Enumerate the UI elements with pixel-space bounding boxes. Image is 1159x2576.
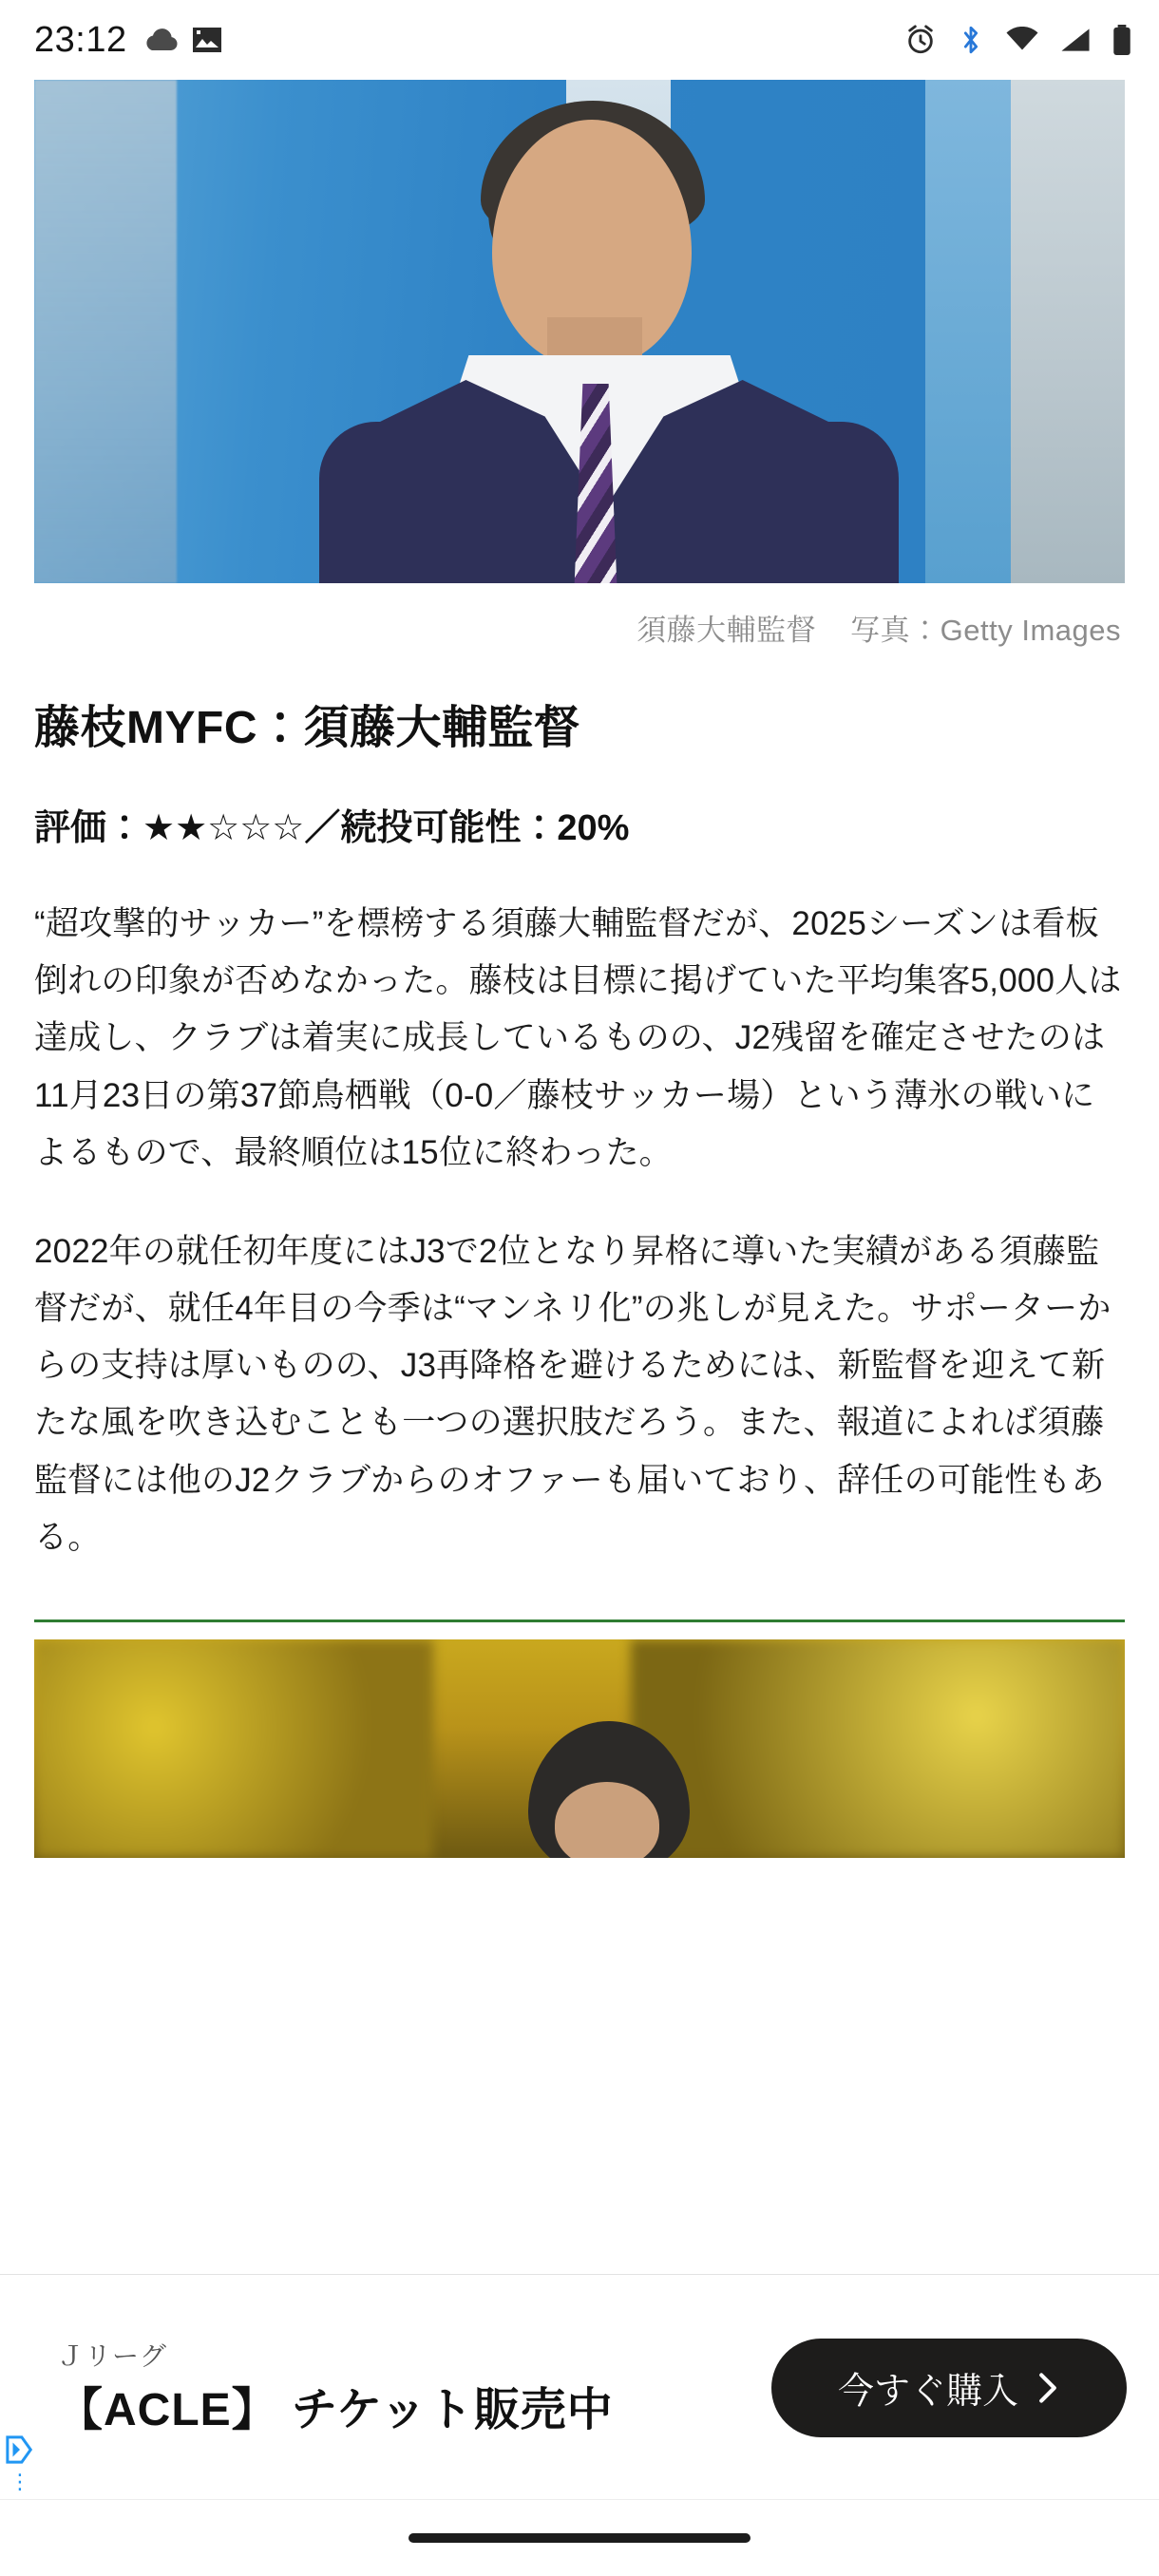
ad-cta-label: 今すぐ購入 <box>837 2372 1018 2412</box>
status-bar-right <box>904 24 1132 56</box>
ad-banner[interactable] <box>0 2274 1159 2500</box>
home-gesture-pill[interactable] <box>408 2533 750 2543</box>
status-clock: 23:12 <box>34 19 127 60</box>
signal-icon <box>1060 27 1091 53</box>
article-rating-line: 評価：★★☆☆☆／続投可能性：20% <box>34 807 630 848</box>
status-bar-left <box>34 20 224 61</box>
article-paragraph-2: 2022年の就任初年度にはJ3で2位となり昇格に導いた実績がある須藤監督だが、就任4年目の今季は“マンネリ化”の兆しが見えた。サポーターからの支持は厚いものの、J3再降格を避けるためには、新監督を迎えて新たな風を吹き込むことも一つの選択肢だろう。また、報道によれば須藤監督には他のJ2クラブからのオファーも届いており、辞任の可能性もある。 <box>34 1232 1112 1556</box>
hero-caption-subject: 須藤大輔監督 <box>636 614 817 647</box>
hero-image-coach-portrait <box>34 80 1125 583</box>
alarm-icon <box>904 24 937 56</box>
ad-choices-icon <box>6 2434 34 2466</box>
next-section-image <box>34 1639 1125 1858</box>
status-notification-icons <box>142 25 224 55</box>
ad-options-dots[interactable]: ⋮ <box>10 2470 30 2493</box>
article-paragraph-1: “超攻撃的サッカー”を標榜する須藤大輔監督だが、2025シーズンは看板倒れの印象が否めなかった。藤枝は目標に掲げていた平均集客5,000人は達成し、クラブは着実に成長しているものの、J2残留を確定させたのは11月23日の第37節鳥栖戦（0-0／藤枝サッカー場）という薄氷の戦いによるもので、最終順位は15位に終わった。 <box>34 904 1122 1171</box>
cloud-icon <box>142 26 180 54</box>
bluetooth-icon <box>958 24 984 56</box>
article-content <box>0 80 1159 1858</box>
ad-advertiser-label: Ｊリーグ <box>57 2340 168 2371</box>
ad-choices-button[interactable] <box>6 2434 34 2466</box>
section-divider <box>34 1619 1125 1622</box>
ad-cta-button[interactable] <box>771 2339 1127 2437</box>
battery-icon <box>1112 25 1132 55</box>
image-stack-icon <box>192 25 224 55</box>
chevron-right-icon <box>1036 2372 1060 2404</box>
hero-caption <box>34 583 1125 649</box>
status-bar <box>0 0 1159 80</box>
wifi-icon <box>1005 27 1039 53</box>
article-headline: 藤枝MYFC：須藤大輔監督 <box>34 703 580 753</box>
ad-headline: 【ACLE】 チケット販売中 <box>57 2384 614 2435</box>
system-navigation-bar <box>0 2499 1159 2576</box>
hero-caption-credit: 写真：Getty Images <box>850 614 1121 647</box>
ad-text-block <box>57 2336 771 2439</box>
